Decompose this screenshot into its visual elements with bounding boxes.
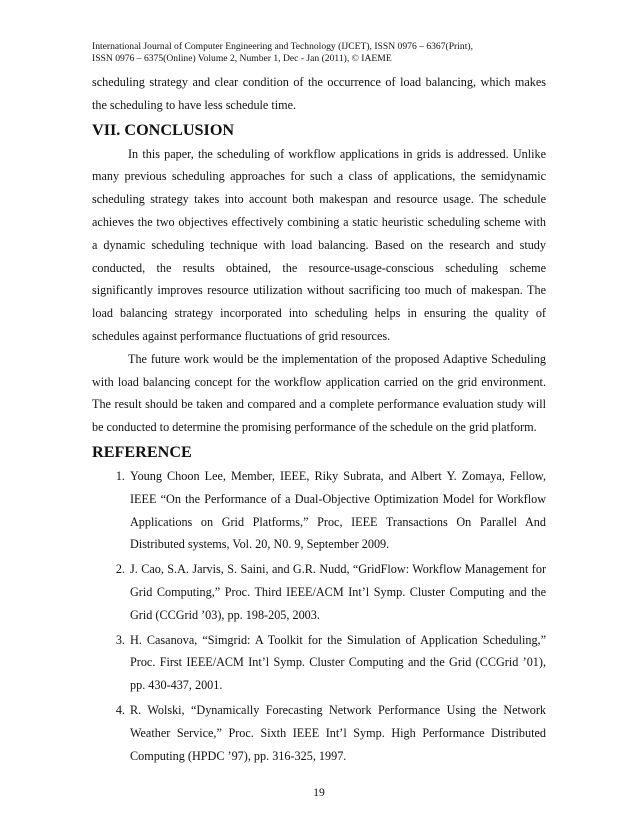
header-line-1: International Journal of Computer Engineering and Technology (IJCET), ISSN 0976 – 6367(Print), [92,41,473,52]
reference-item: 3. H. Casanova, “Simgrid: A Toolkit for the Simulation of Application Scheduling,” Proc. First IEEE/ACM Int’l Symp. Cluster Computing and the Grid (CCGrid ’01), pp. 430-437, 2001. [128,629,546,697]
reference-item: 1. Young Choon Lee, Member, IEEE, Riky Subrata, and Albert Y. Zomaya, Fellow, IEEE “On the Performance of a Dual-Objective Optimization Model for Workflow Applications on Grid Platforms,” Proc, IEEE Transactions On Parallel And Distributed systems, Vol. 20, N0. 9, September 2009. [128,465,546,556]
reference-list [92,465,546,767]
conclusion-heading: VII. CONCLUSION [92,120,235,139]
reference-heading: REFERENCE [92,442,192,461]
page-number: 19 [313,787,325,799]
header-line-2: ISSN 0976 – 6375(Online) Volume 2, Number 1, Dec - Jan (2011), © IAEME [92,53,392,64]
conclusion-paragraph-2: The future work would be the implementation of the proposed Adaptive Scheduling with load balancing concept for the workflow application carried on the grid environment. The result should be taken and compared and a complete performance evaluation study will be conducted to determine the promising performance of the schedule on the grid platform. [92,351,546,435]
page-body [92,71,546,769]
running-header [92,41,562,65]
intro-paragraph: scheduling strategy and clear condition of the occurrence of load balancing, which makes the scheduling to have less schedule time. [92,75,546,112]
reference-item: 4. R. Wolski, “Dynamically Forecasting Network Performance Using the Network Weather Service,” Proc. Sixth IEEE Int’l Symp. High Performance Distributed Computing (HPDC ’97), pp. 316-325, 1997. [128,699,546,767]
conclusion-paragraph-1: In this paper, the scheduling of workflow applications in grids is addressed. Unlike many previous scheduling approaches for such a class of applications, the semidynamic scheduling strategy takes into account both makespan and resource usage. The schedule achieves the two objectives effectively combining a static heuristic scheduling scheme with a dynamic scheduling technique with load balancing. Based on the research and study conducted, the results obtained, the resource-usage-conscious scheduling scheme significantly improves resource utilization without sacrificing too much of makespan. The load balancing strategy incorporated into scheduling helps in ensuring the quality of schedules against performance fluctuations of grid resources. [92,146,546,343]
reference-item: 2. J. Cao, S.A. Jarvis, S. Saini, and G.R. Nudd, “GridFlow: Workflow Management for Grid Computing,” Proc. Third IEEE/ACM Int’l Symp. Cluster Computing and the Grid (CCGrid ’03), pp. 198-205, 2003. [128,558,546,626]
